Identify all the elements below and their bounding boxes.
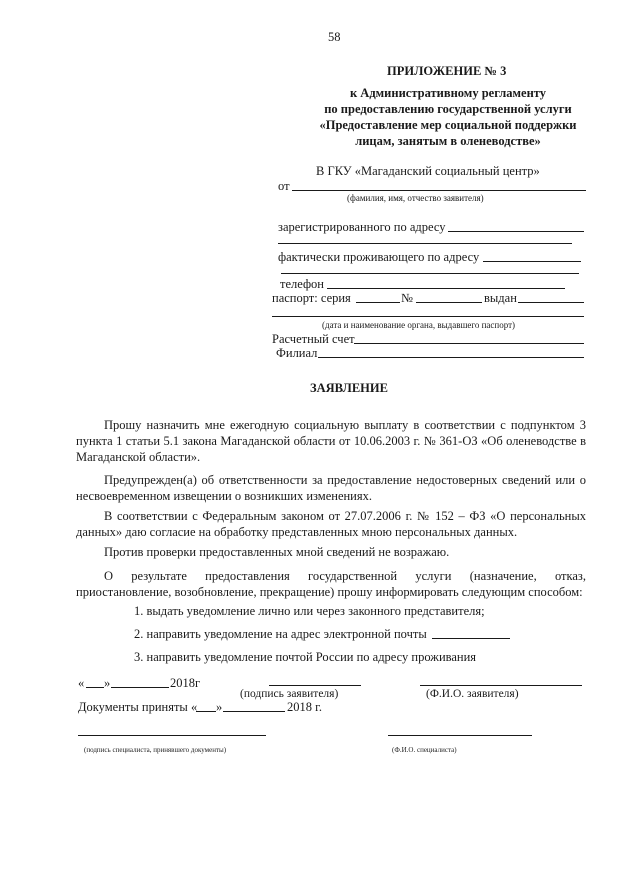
date-close-quote: » <box>104 676 111 690</box>
passport-issued-label: выдан <box>484 291 517 305</box>
registered-field-line[interactable] <box>448 231 584 232</box>
from-hint: (фамилия, имя, отчество заявителя) <box>347 193 484 203</box>
doc-title: ЗАЯВЛЕНИЕ <box>310 381 388 395</box>
accepted-month-line[interactable] <box>223 711 285 712</box>
actual-field-line[interactable] <box>483 261 581 262</box>
annex-line-2: по предоставлению государственной услуги <box>324 102 572 116</box>
addressee: В ГКУ «Магаданский социальный центр» <box>316 164 540 178</box>
actual-field-line-2[interactable] <box>281 273 579 274</box>
applicant-sign-line[interactable] <box>269 685 361 686</box>
accepted-label: Документы приняты « <box>78 700 198 714</box>
passport-number-line[interactable] <box>416 302 482 303</box>
passport-hint: (дата и наименование органа, выдавшего паспорт) <box>322 320 516 330</box>
paragraph-warning: Предупрежден(а) об ответственности за предоставление недостоверных сведений или о несвоевременном извещении о возникших изменениях. <box>76 473 586 503</box>
page-number: 58 <box>328 30 341 44</box>
paragraph-notification: О результате предоставления государственной услуги (назначение, отказ, приостановление, возобновление, прекращение) прошу информировать следующим способом: <box>76 569 586 599</box>
applicant-name-hint: (Ф.И.О. заявителя) <box>426 688 519 700</box>
specialist-sign-line[interactable] <box>78 735 266 736</box>
accepted-year: 2018 г. <box>287 700 322 714</box>
option-1: 1. выдать уведомление лично или через законного представителя; <box>134 604 485 618</box>
account-field-line[interactable] <box>354 343 584 344</box>
applicant-name-line[interactable] <box>420 685 582 686</box>
option-2: 2. направить уведомление на адрес электронной почты <box>134 627 427 641</box>
paragraph-verification: Против проверки предоставленных мной сведений не возражаю. <box>104 545 450 559</box>
from-field-line[interactable] <box>292 190 586 191</box>
registered-field-line-2[interactable] <box>278 243 572 244</box>
passport-number-label: № <box>401 291 413 305</box>
registered-label: зарегистрированного по адресу <box>278 220 446 234</box>
passport-field-line-2[interactable] <box>272 316 584 317</box>
passport-issued-line[interactable] <box>518 302 584 303</box>
branch-label: Филиал <box>276 346 318 360</box>
passport-series-line[interactable] <box>356 302 400 303</box>
email-field-line[interactable] <box>432 638 510 639</box>
date-open-quote: « <box>78 676 85 690</box>
from-label: от <box>278 179 290 193</box>
date-day-line[interactable] <box>86 687 104 688</box>
phone-field-line[interactable] <box>327 288 565 289</box>
paragraph-consent: В соответствии с Федеральным законом от 27.07.2006 г. № 152 – ФЗ «О персональных данных» даю согласие на обработку представленных мною персональных данных. <box>76 509 586 539</box>
actual-label: фактически проживающего по адресу <box>278 250 480 264</box>
annex-line-3: «Предоставление мер социальной поддержки <box>319 118 577 132</box>
accepted-close-quote: » <box>216 700 223 714</box>
accepted-day-line[interactable] <box>196 711 216 712</box>
option-3: 3. направить уведомление почтой России по адресу проживания <box>134 650 477 664</box>
account-label: Расчетный счет <box>272 332 355 346</box>
phone-label: телефон <box>280 277 324 291</box>
date-year: 2018г <box>170 676 201 690</box>
annex-line-4: лицам, занятым в оленеводстве» <box>355 134 541 148</box>
paragraph-request: Прошу назначить мне ежегодную социальную выплату в соответствии с подпунктом 3 пункта 1 статьи 5.1 закона Магаданской области от 10.06.2003 г. № 361-ОЗ «Об оленеводстве в Магаданской области». <box>76 418 586 464</box>
applicant-sign-hint: (подпись заявителя) <box>240 688 339 700</box>
annex-title: ПРИЛОЖЕНИЕ № 3 <box>387 64 507 78</box>
specialist-sign-hint: (подпись специалиста, принявшего документы) <box>84 746 227 754</box>
branch-field-line[interactable] <box>318 357 584 358</box>
specialist-name-line[interactable] <box>388 735 532 736</box>
specialist-name-hint: (Ф.И.О. специалиста) <box>392 746 457 754</box>
date-month-line[interactable] <box>111 687 169 688</box>
passport-series-label: паспорт: серия <box>272 291 351 305</box>
annex-line-1: к Административному регламенту <box>349 86 546 100</box>
